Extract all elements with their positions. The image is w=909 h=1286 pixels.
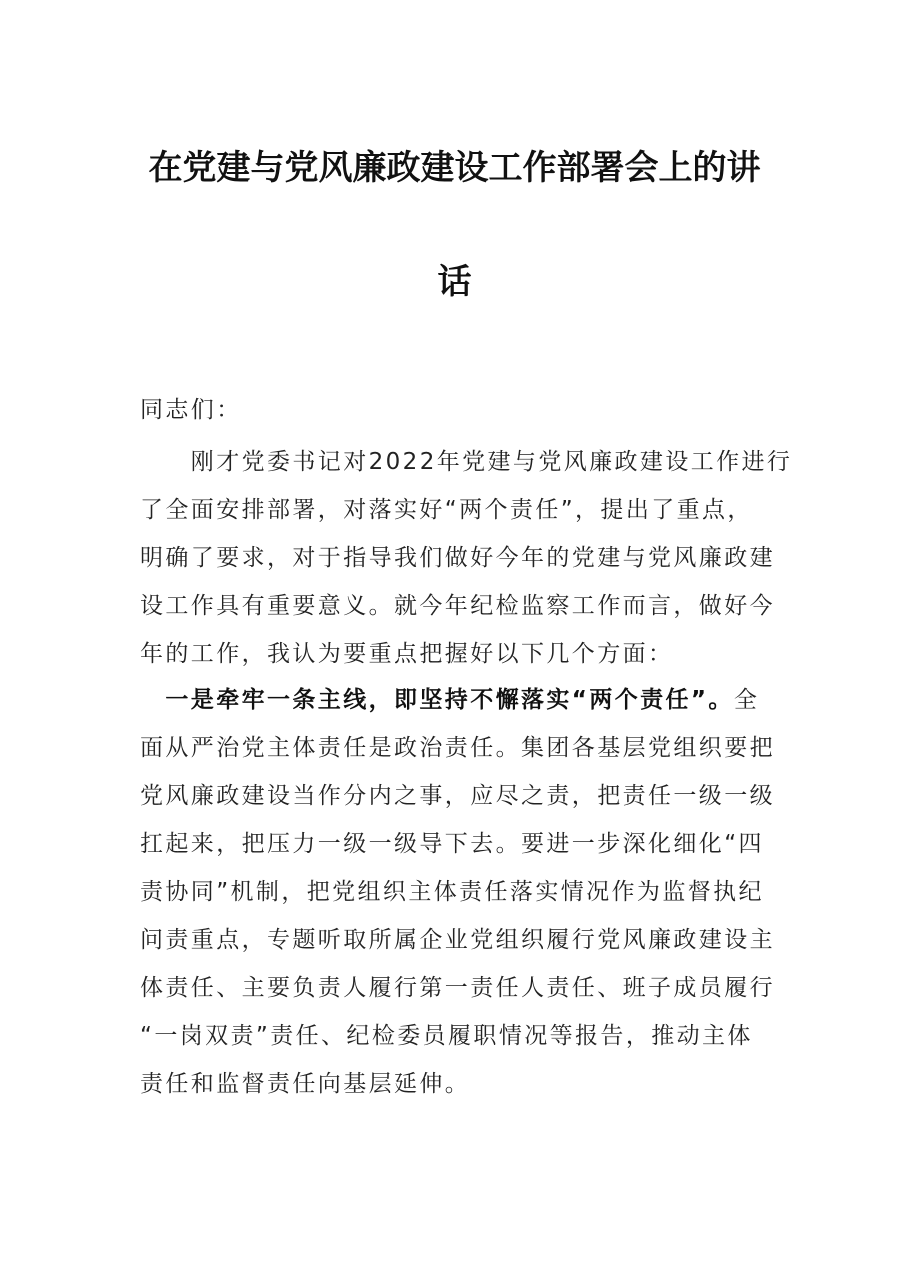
paragraph-line: 年的工作，我认为要重点把握好以下几个方面： <box>140 641 674 667</box>
paragraph-line: 刚才党委书记对2022年党建与党风廉政建设工作进行 <box>140 449 793 475</box>
point-heading: 一是牵牢一条主线，即坚持不懈落实“两个责任”。 <box>140 687 734 713</box>
salutation-text: 同志们： <box>140 397 242 423</box>
point-heading-continuation: 全 <box>733 687 760 713</box>
paragraph-line: 问责重点，专题听取所属企业党组织履行党风廉政建设主 <box>140 927 775 953</box>
paragraph-line: 责任和监督责任向基层延伸。 <box>140 1071 471 1097</box>
paragraph-point-one <box>140 676 775 1108</box>
paragraph-line: 设工作具有重要意义。就今年纪检监察工作而言，做好今 <box>140 593 775 619</box>
paragraph-line: 党风廉政建设当作分内之事，应尽之责，把责任一级一级 <box>140 783 775 809</box>
paragraph-line: 责协同”机制，把党组织主体责任落实情况作为监督执纪 <box>140 879 764 905</box>
paragraph-intro <box>140 438 793 678</box>
paragraph-line: 体责任、主要负责人履行第一责任人责任、班子成员履行 <box>140 975 775 1001</box>
salutation <box>140 386 770 434</box>
document-title-line-2: 话 <box>437 262 472 302</box>
paragraph-line: 了全面安排部署，对落实好“两个责任”，提出了重点， <box>140 497 753 523</box>
paragraph-line: “一岗双责”责任、纪检委员履职情况等报告，推动主体 <box>140 1023 753 1049</box>
paragraph-line: 扛起来，把压力一级一级导下去。要进一步深化细化“四 <box>140 831 764 857</box>
paragraph-line: 面从严治党主体责任是政治责任。集团各基层党组织要把 <box>140 735 775 761</box>
paragraph-line: 明确了要求，对于指导我们做好今年的党建与党风廉政建 <box>140 545 775 571</box>
paragraph-first-line <box>140 676 770 724</box>
document-title-line-1: 在党建与党风廉政建设工作部署会上的讲 <box>148 148 761 188</box>
